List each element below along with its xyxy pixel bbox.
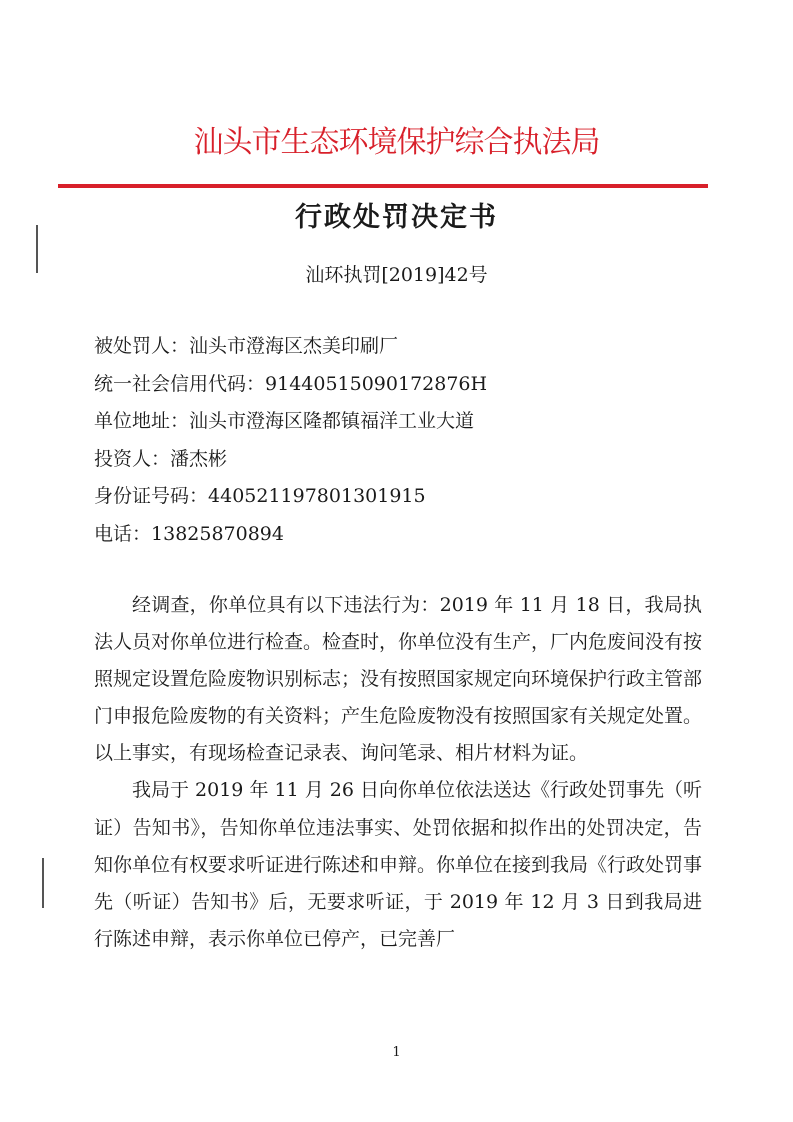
page-number: 1 xyxy=(392,1045,401,1060)
party-info-block xyxy=(94,328,714,553)
address-label: 单位地址： xyxy=(94,410,190,432)
decision-body xyxy=(94,587,702,958)
party-name-label: 被处罚人： xyxy=(94,335,190,357)
address-row xyxy=(94,403,714,441)
phone-value: 13825870894 xyxy=(151,522,284,545)
credit-code-label: 统一社会信用代码： xyxy=(94,372,266,395)
document-title: 行政处罚决定书 xyxy=(295,202,498,233)
scan-margin-mark-top xyxy=(36,225,38,273)
id-number-row xyxy=(94,478,714,516)
credit-code-row xyxy=(94,366,714,404)
investor-label: 投资人： xyxy=(94,447,171,470)
id-number-value: 440521197801301915 xyxy=(208,485,426,507)
credit-code-value: 91440515090172876H xyxy=(265,372,488,395)
investor-row xyxy=(94,441,714,479)
notification-paragraph: 我局于 2019 年 11 月 26 日向你单位依法送达《行政处罚事先（听证）告知书》，告知你单位违法事实、处罚依据和拟作出的处罚决定，告知你单位有权要求听证进行陈述和申辩。你单位在接到我局《行政处罚事先（听证）告知书》后，无要求听证，于 2019 年 12 月 3 日到我局进行陈述申辩，表示你单位已停产，已完善厂 xyxy=(94,779,703,950)
document-number: 汕环执罚[2019]42号 xyxy=(305,264,488,286)
id-number-label: 身份证号码： xyxy=(94,485,209,507)
investor-value: 潘杰彬 xyxy=(170,447,228,470)
agency-letterhead-title: 汕头市生态环境保护综合执法局 xyxy=(193,125,600,160)
party-name-row xyxy=(94,328,714,366)
letterhead-red-rule xyxy=(58,184,708,188)
scan-margin-mark-bottom xyxy=(42,858,44,908)
investigation-paragraph: 经调查，你单位具有以下违法行为：2019 年 11 月 18 日，我局执法人员对你单位进行检查。检查时，你单位没有生产，厂内危废间没有按照规定设置危险废物识别标志；没有按照国家规定向环境保护行政主管部门申报危险废物的有关资料；产生危险废物没有按照国家有关规定处置。以上事实，有现场检查记录表、询问笔录、相片材料为证。 xyxy=(94,594,703,765)
party-name-value: 汕头市澄海区杰美印刷厂 xyxy=(189,335,399,357)
phone-row xyxy=(94,516,714,554)
phone-label: 电话： xyxy=(94,522,152,545)
address-value: 汕头市澄海区隆都镇福洋工业大道 xyxy=(189,410,475,432)
